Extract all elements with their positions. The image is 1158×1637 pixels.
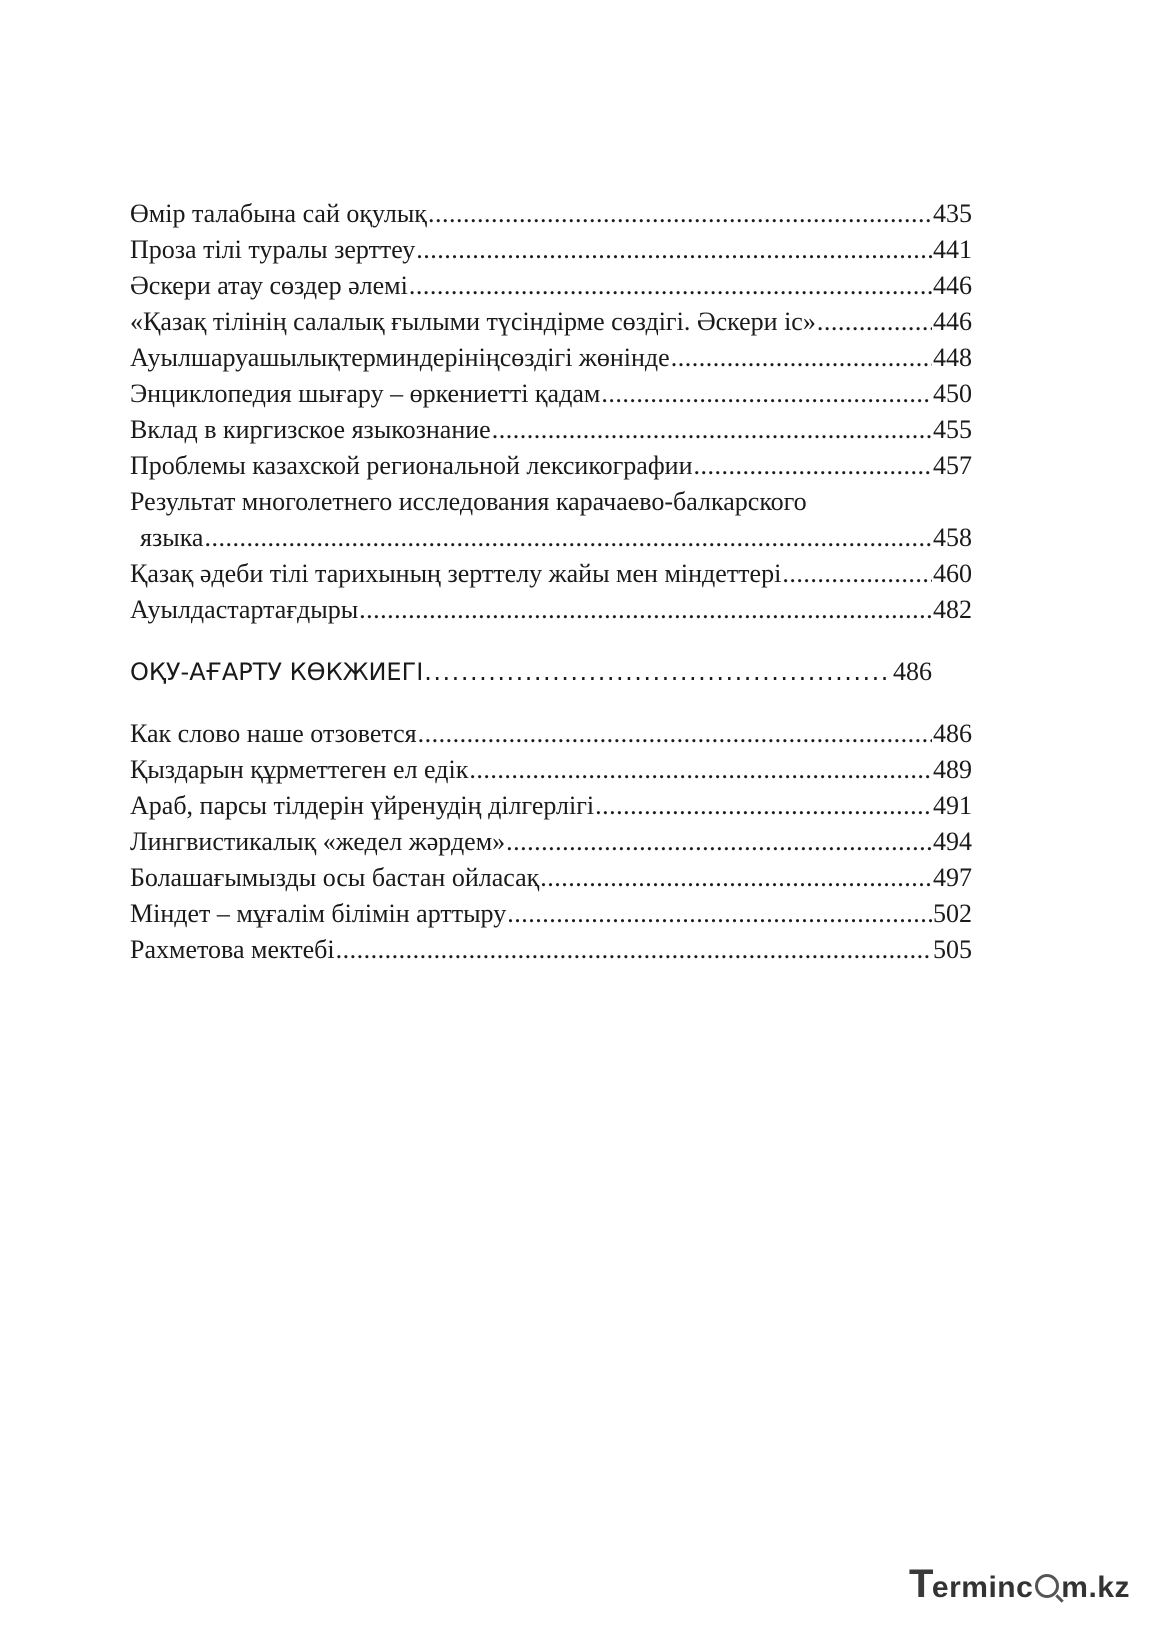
toc-entry-page: 497 [933,863,972,892]
toc-entry-page: 446 [933,271,972,300]
toc-leader-dots [428,196,932,232]
toc-leader-dots [540,860,932,896]
toc-entry-title-line2: языка [140,523,204,552]
toc-entry-title: Проза тілі туралы зерттеу [130,235,416,264]
toc-entry-title: Рахметова мектебі [130,935,335,964]
toc-section-heading[interactable] [130,654,972,690]
magnifier-icon [1035,1574,1059,1598]
toc-entry-title: «Қазақ тілінің салалық ғылыми түсіндірме сөздігі. Әскери іс» [130,307,816,336]
toc-entry-title: Араб, парсы тілдерін үйренудің ділгерлігі [130,791,595,820]
toc-entry-page: 458 [933,523,972,552]
logo-text-part1: erminc [931,1571,1034,1604]
table-of-contents [130,196,972,968]
toc-entry[interactable] [130,340,972,376]
toc-leader-dots [359,592,932,628]
toc-entry-title: Как слово наше отзовется [130,719,417,748]
logo-text-part2: m.kz [1061,1571,1130,1604]
toc-leader-dots [782,556,932,592]
toc-entry-title: Әскери атау сөздер әлемі [130,271,408,300]
toc-entry-title: Міндет – мұғалім білімін арттыру [130,899,507,928]
toc-leader-dots [469,752,932,788]
toc-leader-dots [595,788,932,824]
toc-entry-title: Болашағымызды осы бастан ойласақ [130,863,540,892]
toc-entry[interactable] [130,788,972,824]
toc-leader-dots [507,896,932,932]
toc-entry[interactable] [130,520,972,556]
toc-leader-dots [204,520,932,556]
toc-leader-dots [418,716,932,752]
logo-letter-t: T [908,1562,934,1606]
toc-entry-title: Вклад в киргизское языкознание [130,415,491,444]
toc-entry-page: 494 [933,827,972,856]
toc-entry-page: 486 [933,719,972,748]
toc-entry-title: Ауылдастартағдыры [130,595,359,624]
toc-entry[interactable] [130,304,972,340]
toc-leader-dots [671,340,932,376]
toc-leader-dots [336,932,932,968]
toc-entry-page: 505 [933,935,972,964]
toc-entry-page: 482 [933,595,972,624]
toc-section-title: ОҚУ-АҒАРТУ КӨКЖИЕГІ [130,658,424,686]
toc-leader-dots [694,448,932,484]
toc-entry[interactable] [130,376,972,412]
toc-entry[interactable] [130,932,972,968]
toc-entry-title: Қазақ әдеби тілі тарихының зерттелу жайы мен міндеттері [130,559,782,588]
toc-entry[interactable] [130,896,972,932]
toc-entry[interactable] [130,824,972,860]
toc-entry-page: 491 [933,791,972,820]
toc-entry-page: 450 [933,379,972,408]
toc-entry-page: 457 [933,451,972,480]
toc-entry[interactable] [130,752,972,788]
toc-entry[interactable] [130,196,972,232]
toc-entry[interactable] [130,716,972,752]
toc-entry[interactable] [130,448,972,484]
toc-entry-page: 489 [933,755,972,784]
toc-entry[interactable] [130,860,972,896]
toc-section-page: 486 [893,657,932,686]
toc-entry-page: 441 [933,235,972,264]
toc-entry-page: 448 [933,343,972,372]
toc-entry[interactable] [130,592,972,628]
toc-leader-dots [817,304,932,340]
toc-entry-title: Өмір талабына сай оқулық [130,199,427,228]
toc-entry[interactable] [130,412,972,448]
toc-leader-dots [601,376,932,412]
toc-entry-title: Энциклопедия шығару – өркениетті қадам [130,379,601,408]
toc-entry[interactable] [130,232,972,268]
toc-leader-dots [416,232,932,268]
toc-entry-page: 460 [933,559,972,588]
toc-entry-title: Ауылшаруашылықтерминдерініңсөздігі жөнінде [130,343,670,372]
toc-leader-dots [506,824,932,860]
toc-entry-title: Проблемы казахской региональной лексикографии [130,451,693,480]
toc-leader-dots [424,654,892,690]
toc-entry-page: 435 [933,199,972,228]
toc-entry[interactable] [130,268,972,304]
termincom-watermark-logo [909,1562,1130,1607]
toc-entry-title: Қыздарын құрметтеген ел едік [130,755,469,784]
toc-entry-title-line1[interactable]: Результат многолетнего исследования карачаево-балкарского [130,487,807,516]
toc-leader-dots [409,268,932,304]
toc-entry-page: 455 [933,415,972,444]
toc-entry-title: Лингвистикалық «жедел жәрдем» [130,827,506,856]
toc-entry-page: 502 [933,899,972,928]
toc-entry-page: 446 [933,307,972,336]
toc-leader-dots [492,412,932,448]
toc-entry[interactable] [130,556,972,592]
